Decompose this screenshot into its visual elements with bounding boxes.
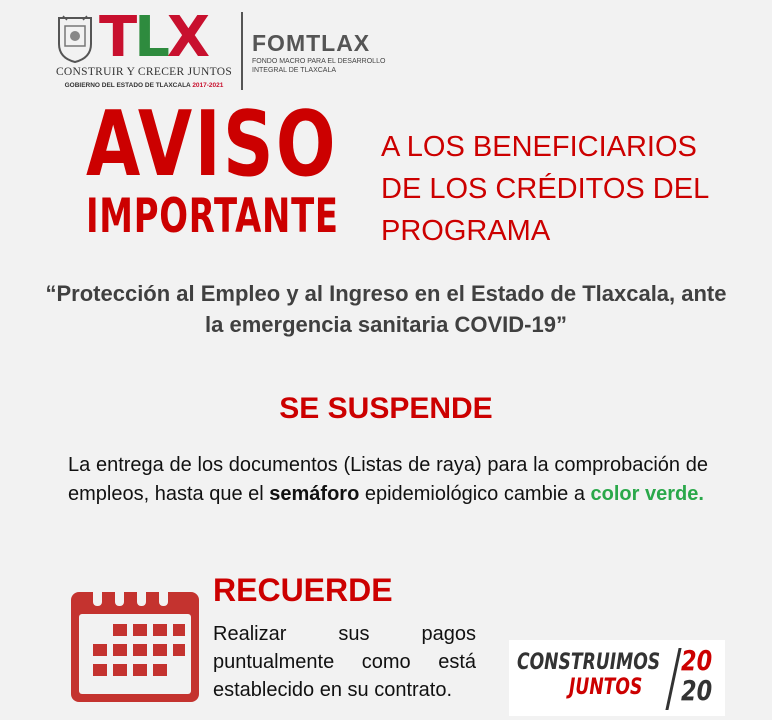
calendar-icon [69, 578, 201, 704]
construimos-juntos-logo [509, 640, 725, 716]
suspension-text: La entrega de los documentos (Listas de raya) para la comprobación de empleos, hasta que el semáforo epidemiológico cambie a color verde. [68, 454, 708, 505]
tlx-wordmark: TLX [99, 5, 208, 70]
reminder-text: Realizar sus pagos puntualmente como está establecido en su contrato. [213, 623, 476, 701]
header-divider [241, 12, 243, 90]
recipients-line: DE LOS CRÉDITOS DEL [381, 173, 710, 205]
importante-heading: IMPORTANTE [86, 189, 339, 244]
reminder-title: RECUERDE [213, 572, 393, 608]
fomtlax-subtitle: FONDO MACRO PARA EL DESARROLLO INTEGRAL DE TLAXCALA [252, 58, 386, 74]
fomtlax-logo [252, 30, 422, 80]
fomtlax-name: FOMTLAX [252, 30, 371, 56]
tlx-slogan: CONSTRUIR Y CRECER JUNTOS [55, 66, 233, 78]
coat-of-arms-icon [55, 14, 95, 64]
aviso-heading: AVISO [86, 92, 338, 197]
semaforo-emphasis: semáforo [269, 483, 360, 505]
tlx-government-logo [55, 5, 235, 94]
notice-recipients [381, 126, 731, 252]
logo-year-top: 20 [681, 644, 713, 677]
program-name: “Protección al Empleo y al Ingreso en el Estado de Tlaxcala, ante la emergencia sanitaria COVID-19” [45, 281, 727, 337]
recipients-line: PROGRAMA [381, 215, 551, 247]
tlx-government-name: GOBIERNO DEL ESTADO DE TLAXCALA 2017-2021 [64, 82, 224, 89]
green-color-emphasis: color verde [590, 483, 699, 505]
logo-year-bottom: 20 [681, 674, 713, 707]
logo-line-juntos: JUNTOS [569, 675, 643, 700]
logo-line-construimos: CONSTRUIMOS [517, 650, 661, 675]
suspension-title: SE SUSPENDE [279, 392, 493, 425]
recipients-line: A LOS BENEFICIARIOS [381, 131, 697, 163]
logo-slash [665, 648, 681, 710]
